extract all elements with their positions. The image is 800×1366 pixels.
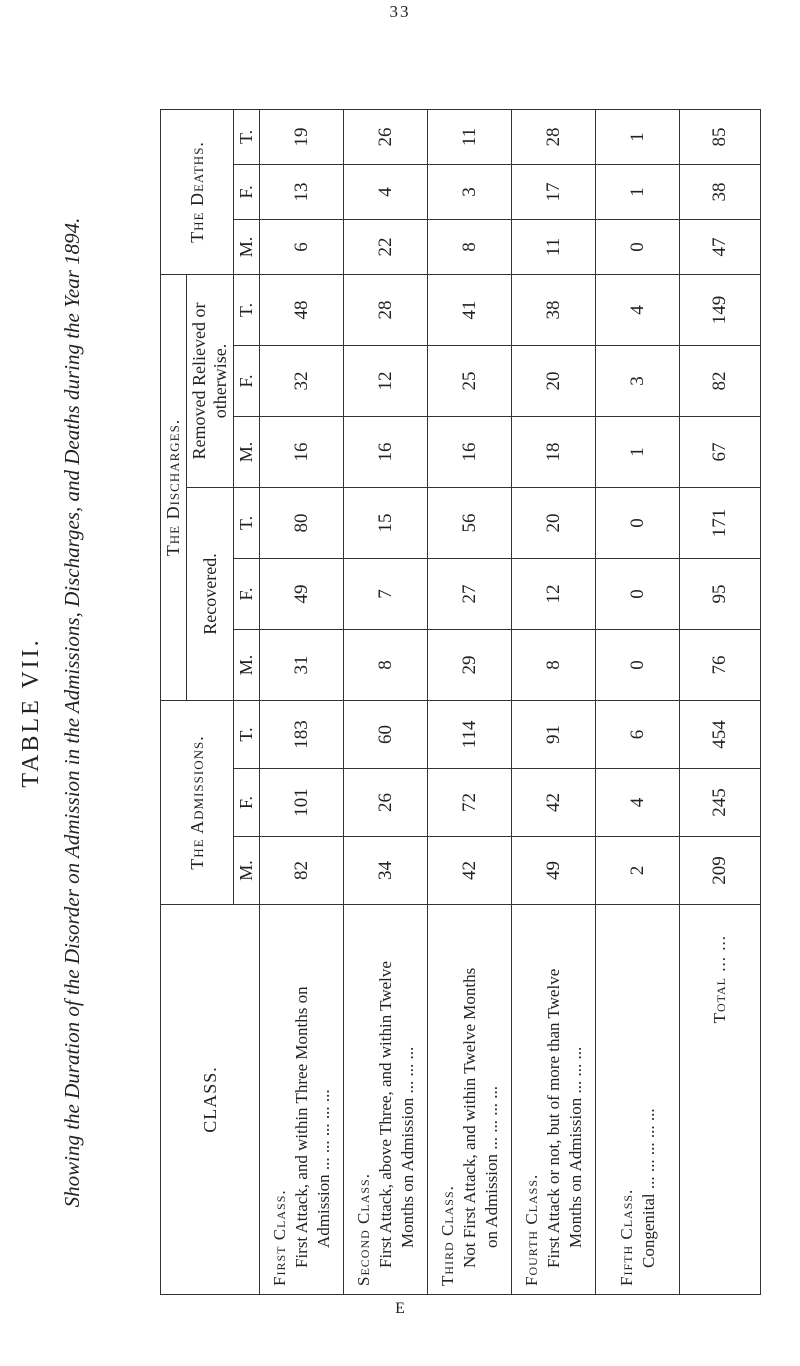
rec-t: 0 — [596, 487, 680, 558]
table-subtitle: Showing the Duration of the Disorder on Admission in the Admissions, Discharges, and Deaths during the Year 1894. — [60, 217, 84, 1208]
rem-m: 18 — [512, 416, 596, 487]
total-adm-f: 245 — [680, 769, 761, 837]
class-name: Fourth Class. — [521, 1173, 541, 1286]
total-rec-f: 95 — [680, 558, 761, 629]
header-admissions: The Admissions. — [161, 700, 234, 904]
adm-t: 183 — [260, 700, 344, 768]
adm-f: 4 — [596, 769, 680, 837]
table-row — [512, 109, 596, 1294]
dth-f: 13 — [260, 164, 344, 219]
class-description-cont: Admission ... ... ... ... ... — [313, 1089, 333, 1248]
dth-f: 17 — [512, 164, 596, 219]
statistics-table — [160, 109, 761, 1295]
rec-f: 49 — [260, 558, 344, 629]
dth-t: 26 — [344, 109, 428, 164]
header-dth-t: T. — [234, 109, 260, 164]
header-recovered: Recovered. — [187, 487, 234, 700]
rec-f: 0 — [596, 558, 680, 629]
total-rem-f: 82 — [680, 345, 761, 416]
rem-t: 4 — [596, 274, 680, 345]
header-discharges: The Discharges. — [161, 274, 187, 700]
adm-t: 6 — [596, 700, 680, 768]
total-row — [680, 109, 761, 1294]
class-description: First Attack or not, but of more than Twelve — [543, 968, 563, 1268]
footer-signature-mark: E — [395, 1300, 405, 1317]
total-dth-f: 38 — [680, 164, 761, 219]
total-rec-m: 76 — [680, 629, 761, 700]
class-name: Fifth Class. — [616, 1188, 636, 1286]
adm-m: 34 — [344, 837, 428, 905]
dth-m: 11 — [512, 219, 596, 274]
class-description: Congenital ... ... ... ... ... — [638, 1108, 658, 1268]
total-label — [680, 905, 761, 1295]
adm-t: 60 — [344, 700, 428, 768]
rec-m: 0 — [596, 629, 680, 700]
header-rem-t: T. — [234, 274, 260, 345]
class-name: Third Class. — [437, 1185, 457, 1286]
header-class: CLASS. — [161, 905, 260, 1295]
class-cell — [428, 905, 512, 1295]
total-rem-m: 67 — [680, 416, 761, 487]
header-rem-f: F. — [234, 345, 260, 416]
rem-f: 25 — [428, 345, 512, 416]
class-description: First Attack, above Three, and within Twelve — [375, 961, 395, 1268]
rem-f: 12 — [344, 345, 428, 416]
header-dth-f: F. — [234, 164, 260, 219]
rotated-table-page — [0, 127, 790, 1295]
class-description-cont: on Admission ... ... ... ... — [481, 1086, 501, 1248]
dth-m: 6 — [260, 219, 344, 274]
table-title: TABLE VII. — [18, 637, 44, 788]
rem-t: 41 — [428, 274, 512, 345]
header-removed: Removed Relieved or otherwise. — [187, 274, 234, 487]
adm-m: 49 — [512, 837, 596, 905]
rec-f: 7 — [344, 558, 428, 629]
adm-m: 42 — [428, 837, 512, 905]
class-cell — [260, 905, 344, 1295]
rem-f: 3 — [596, 345, 680, 416]
adm-t: 91 — [512, 700, 596, 768]
rem-m: 16 — [428, 416, 512, 487]
class-cell — [596, 905, 680, 1295]
dth-m: 22 — [344, 219, 428, 274]
class-name: First Class. — [269, 1189, 289, 1286]
total-adm-t: 454 — [680, 700, 761, 768]
rec-f: 12 — [512, 558, 596, 629]
header-adm-m: M. — [234, 837, 260, 905]
header-adm-f: F. — [234, 769, 260, 837]
total-label-text: Total ... ... — [710, 935, 729, 1024]
rem-t: 48 — [260, 274, 344, 345]
adm-m: 82 — [260, 837, 344, 905]
class-cell — [344, 905, 428, 1295]
rem-m: 16 — [344, 416, 428, 487]
adm-f: 101 — [260, 769, 344, 837]
page-number: 33 — [389, 2, 411, 21]
dth-t: 11 — [428, 109, 512, 164]
header-rec-f: F. — [234, 558, 260, 629]
adm-f: 42 — [512, 769, 596, 837]
header-dth-m: M. — [234, 219, 260, 274]
rec-f: 27 — [428, 558, 512, 629]
total-rem-t: 149 — [680, 274, 761, 345]
rec-t: 15 — [344, 487, 428, 558]
dth-f: 3 — [428, 164, 512, 219]
total-dth-m: 47 — [680, 219, 761, 274]
class-description: First Attack, and within Three Months on — [291, 986, 311, 1268]
class-description: Not First Attack, and within Twelve Months — [459, 967, 479, 1268]
rem-m: 16 — [260, 416, 344, 487]
dth-t: 19 — [260, 109, 344, 164]
rem-t: 38 — [512, 274, 596, 345]
total-rec-t: 171 — [680, 487, 761, 558]
dth-t: 28 — [512, 109, 596, 164]
dth-t: 1 — [596, 109, 680, 164]
adm-f: 26 — [344, 769, 428, 837]
rem-m: 1 — [596, 416, 680, 487]
header-deaths: The Deaths. — [161, 109, 234, 274]
rec-t: 56 — [428, 487, 512, 558]
header-rem-m: M. — [234, 416, 260, 487]
rec-m: 31 — [260, 629, 344, 700]
rem-f: 32 — [260, 345, 344, 416]
dth-m: 8 — [428, 219, 512, 274]
adm-t: 114 — [428, 700, 512, 768]
adm-m: 2 — [596, 837, 680, 905]
rec-m: 8 — [512, 629, 596, 700]
rem-t: 28 — [344, 274, 428, 345]
header-adm-t: T. — [234, 700, 260, 768]
rec-t: 20 — [512, 487, 596, 558]
adm-f: 72 — [428, 769, 512, 837]
dth-m: 0 — [596, 219, 680, 274]
table-row — [260, 109, 344, 1294]
dth-f: 4 — [344, 164, 428, 219]
header-rec-m: M. — [234, 629, 260, 700]
rec-t: 80 — [260, 487, 344, 558]
rec-m: 29 — [428, 629, 512, 700]
class-description-cont: Months on Admission ... ... ... — [565, 1046, 585, 1248]
total-adm-m: 209 — [680, 837, 761, 905]
class-cell — [512, 905, 596, 1295]
class-name: Second Class. — [353, 1173, 373, 1286]
rec-m: 8 — [344, 629, 428, 700]
dth-f: 1 — [596, 164, 680, 219]
table-row — [596, 109, 680, 1294]
table-row — [344, 109, 428, 1294]
header-rec-t: T. — [234, 487, 260, 558]
total-dth-t: 85 — [680, 109, 761, 164]
table-row — [428, 109, 512, 1294]
rem-f: 20 — [512, 345, 596, 416]
class-description-cont: Months on Admission ... ... ... — [397, 1046, 417, 1248]
